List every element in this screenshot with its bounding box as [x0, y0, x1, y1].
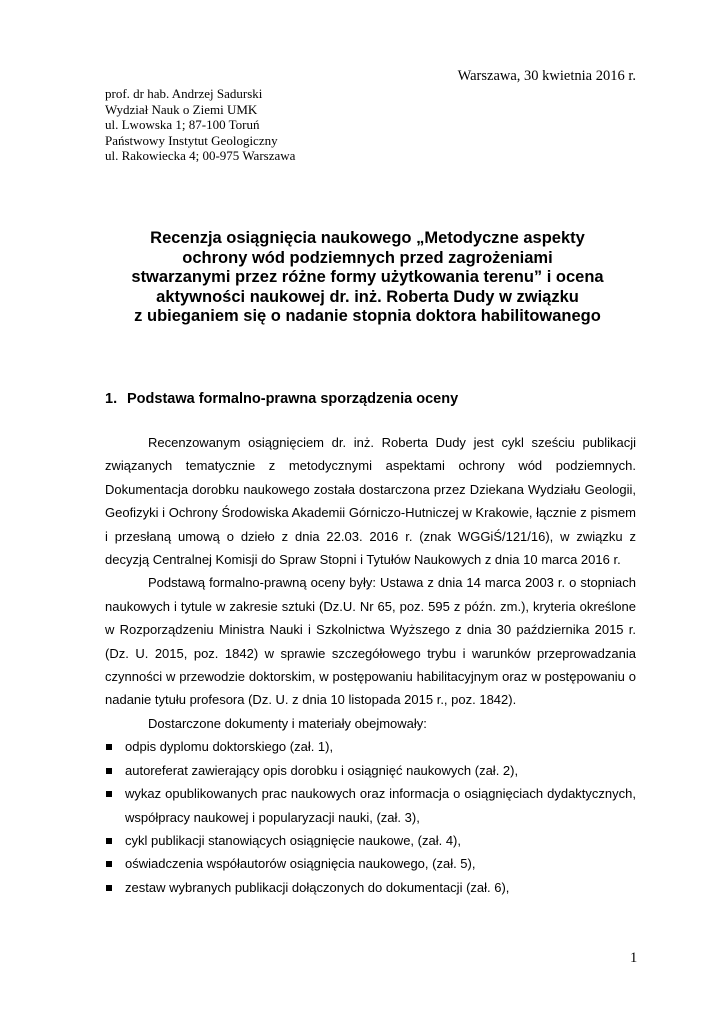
- document-body: [105, 431, 636, 899]
- title-line: ochrony wód podziemnych przed zagrożeniami: [182, 248, 553, 267]
- list-item: [105, 759, 636, 782]
- document-title: [100, 229, 635, 327]
- list-item-text: cykl publikacji stanowiących osiągnięcie naukowe, (zał. 4),: [125, 832, 461, 848]
- letter-date: Warszawa, 30 kwietnia 2016 r.: [457, 68, 636, 84]
- title-line: stwarzanymi przez różne formy użytkowania terenu” i ocena: [131, 268, 604, 286]
- list-item-text: odpis dyplomu doktorskiego (zał. 1),: [125, 739, 334, 755]
- paragraph: Recenzowanym osiągnięciem dr. inż. Roberta Dudy jest cykl sześciu publikacji związanych tematycznie z metodycznymi aspektami ochrony wód podziemnych. Dokumentacja dorobku naukowego została dostarczona przez Dziekana Wydziału Geologii, Geofizyki i Ochrony Środowiska Akademii Górniczo-Hutniczej w Krakowie, łącznie z pismem i przesłaną umową o dzieło z dnia 22.03. 2016 r. (znak WGGiŚ/121/16), w związku z decyzją Centralnej Komisji do Spraw Stopni i Tytułów Naukowych z dnia 10 marca 2016 r.: [105, 435, 636, 568]
- square-bullet-icon: [106, 744, 112, 750]
- list-item-text: zestaw wybranych publikacji dołączonych do dokumentacji (zał. 6),: [125, 879, 510, 895]
- sender-line: prof. dr hab. Andrzej Sadurski: [105, 86, 263, 101]
- list-item: [105, 735, 636, 758]
- list-item: [105, 829, 636, 852]
- list-item-text: autoreferat zawierający opis dorobku i osiągnięć naukowych (zał. 2),: [125, 762, 519, 778]
- sender-line: ul. Rakowiecka 4; 00-975 Warszawa: [105, 148, 296, 163]
- list-item-text: wykaz opublikowanych prac naukowych oraz informacja o osiągnięciach dydaktycznych, współpracy naukowej i popularyzacji nauki, (zał. 3),: [125, 786, 636, 825]
- square-bullet-icon: [106, 791, 112, 797]
- paragraph: Podstawą formalno-prawną oceny były: Ustawa z dnia 14 marca 2003 r. o stopniach naukowych i tytule w zakresie sztuki (Dz.U. Nr 65, poz. 595 z późn. zm.), kryteria określone w Rozporządzeniu Ministra Nauki i Szkolnictwa Wyższego z dnia 30 października 2015 r. (Dz. U. 2015, poz. 1842) w sprawie szczegółowego trybu i warunków przeprowadzania czynności w przewodzie doktorskim, w postępowaniu habilitacyjnym oraz w postępowaniu o nadanie tytułu profesora (Dz. U. z dnia 10 listopada 2015 r., poz. 1842).: [105, 575, 636, 708]
- section-heading: [105, 391, 458, 407]
- title-line: aktywności naukowej dr. inż. Roberta Dudy w związku: [156, 287, 579, 306]
- title-line: Recenzja osiągnięcia naukowego „Metodyczne aspekty: [150, 229, 585, 247]
- list-item-text: oświadczenia współautorów osiągnięcia naukowego, (zał. 5),: [125, 856, 476, 872]
- list-item: [105, 852, 636, 875]
- section-title: Podstawa formalno-prawna sporządzenia oceny: [127, 391, 459, 407]
- sender-line: ul. Lwowska 1; 87-100 Toruń: [105, 117, 260, 132]
- sender-line: Państwowy Instytut Geologiczny: [105, 132, 278, 148]
- square-bullet-icon: [106, 885, 112, 891]
- square-bullet-icon: [106, 861, 112, 867]
- paragraph: Dostarczone dokumenty i materiały obejmowały:: [148, 715, 427, 731]
- list-item: [105, 782, 636, 829]
- title-line: z ubieganiem się o nadanie stopnia doktora habilitowanego: [134, 307, 601, 325]
- sender-line: Wydział Nauk o Ziemi UMK: [105, 101, 258, 117]
- page-number: 1: [630, 950, 638, 966]
- square-bullet-icon: [106, 768, 112, 774]
- list-item: [105, 876, 636, 899]
- sender-address: [105, 86, 295, 164]
- section-number: 1.: [105, 391, 118, 407]
- documents-list: [105, 735, 636, 899]
- square-bullet-icon: [106, 838, 112, 844]
